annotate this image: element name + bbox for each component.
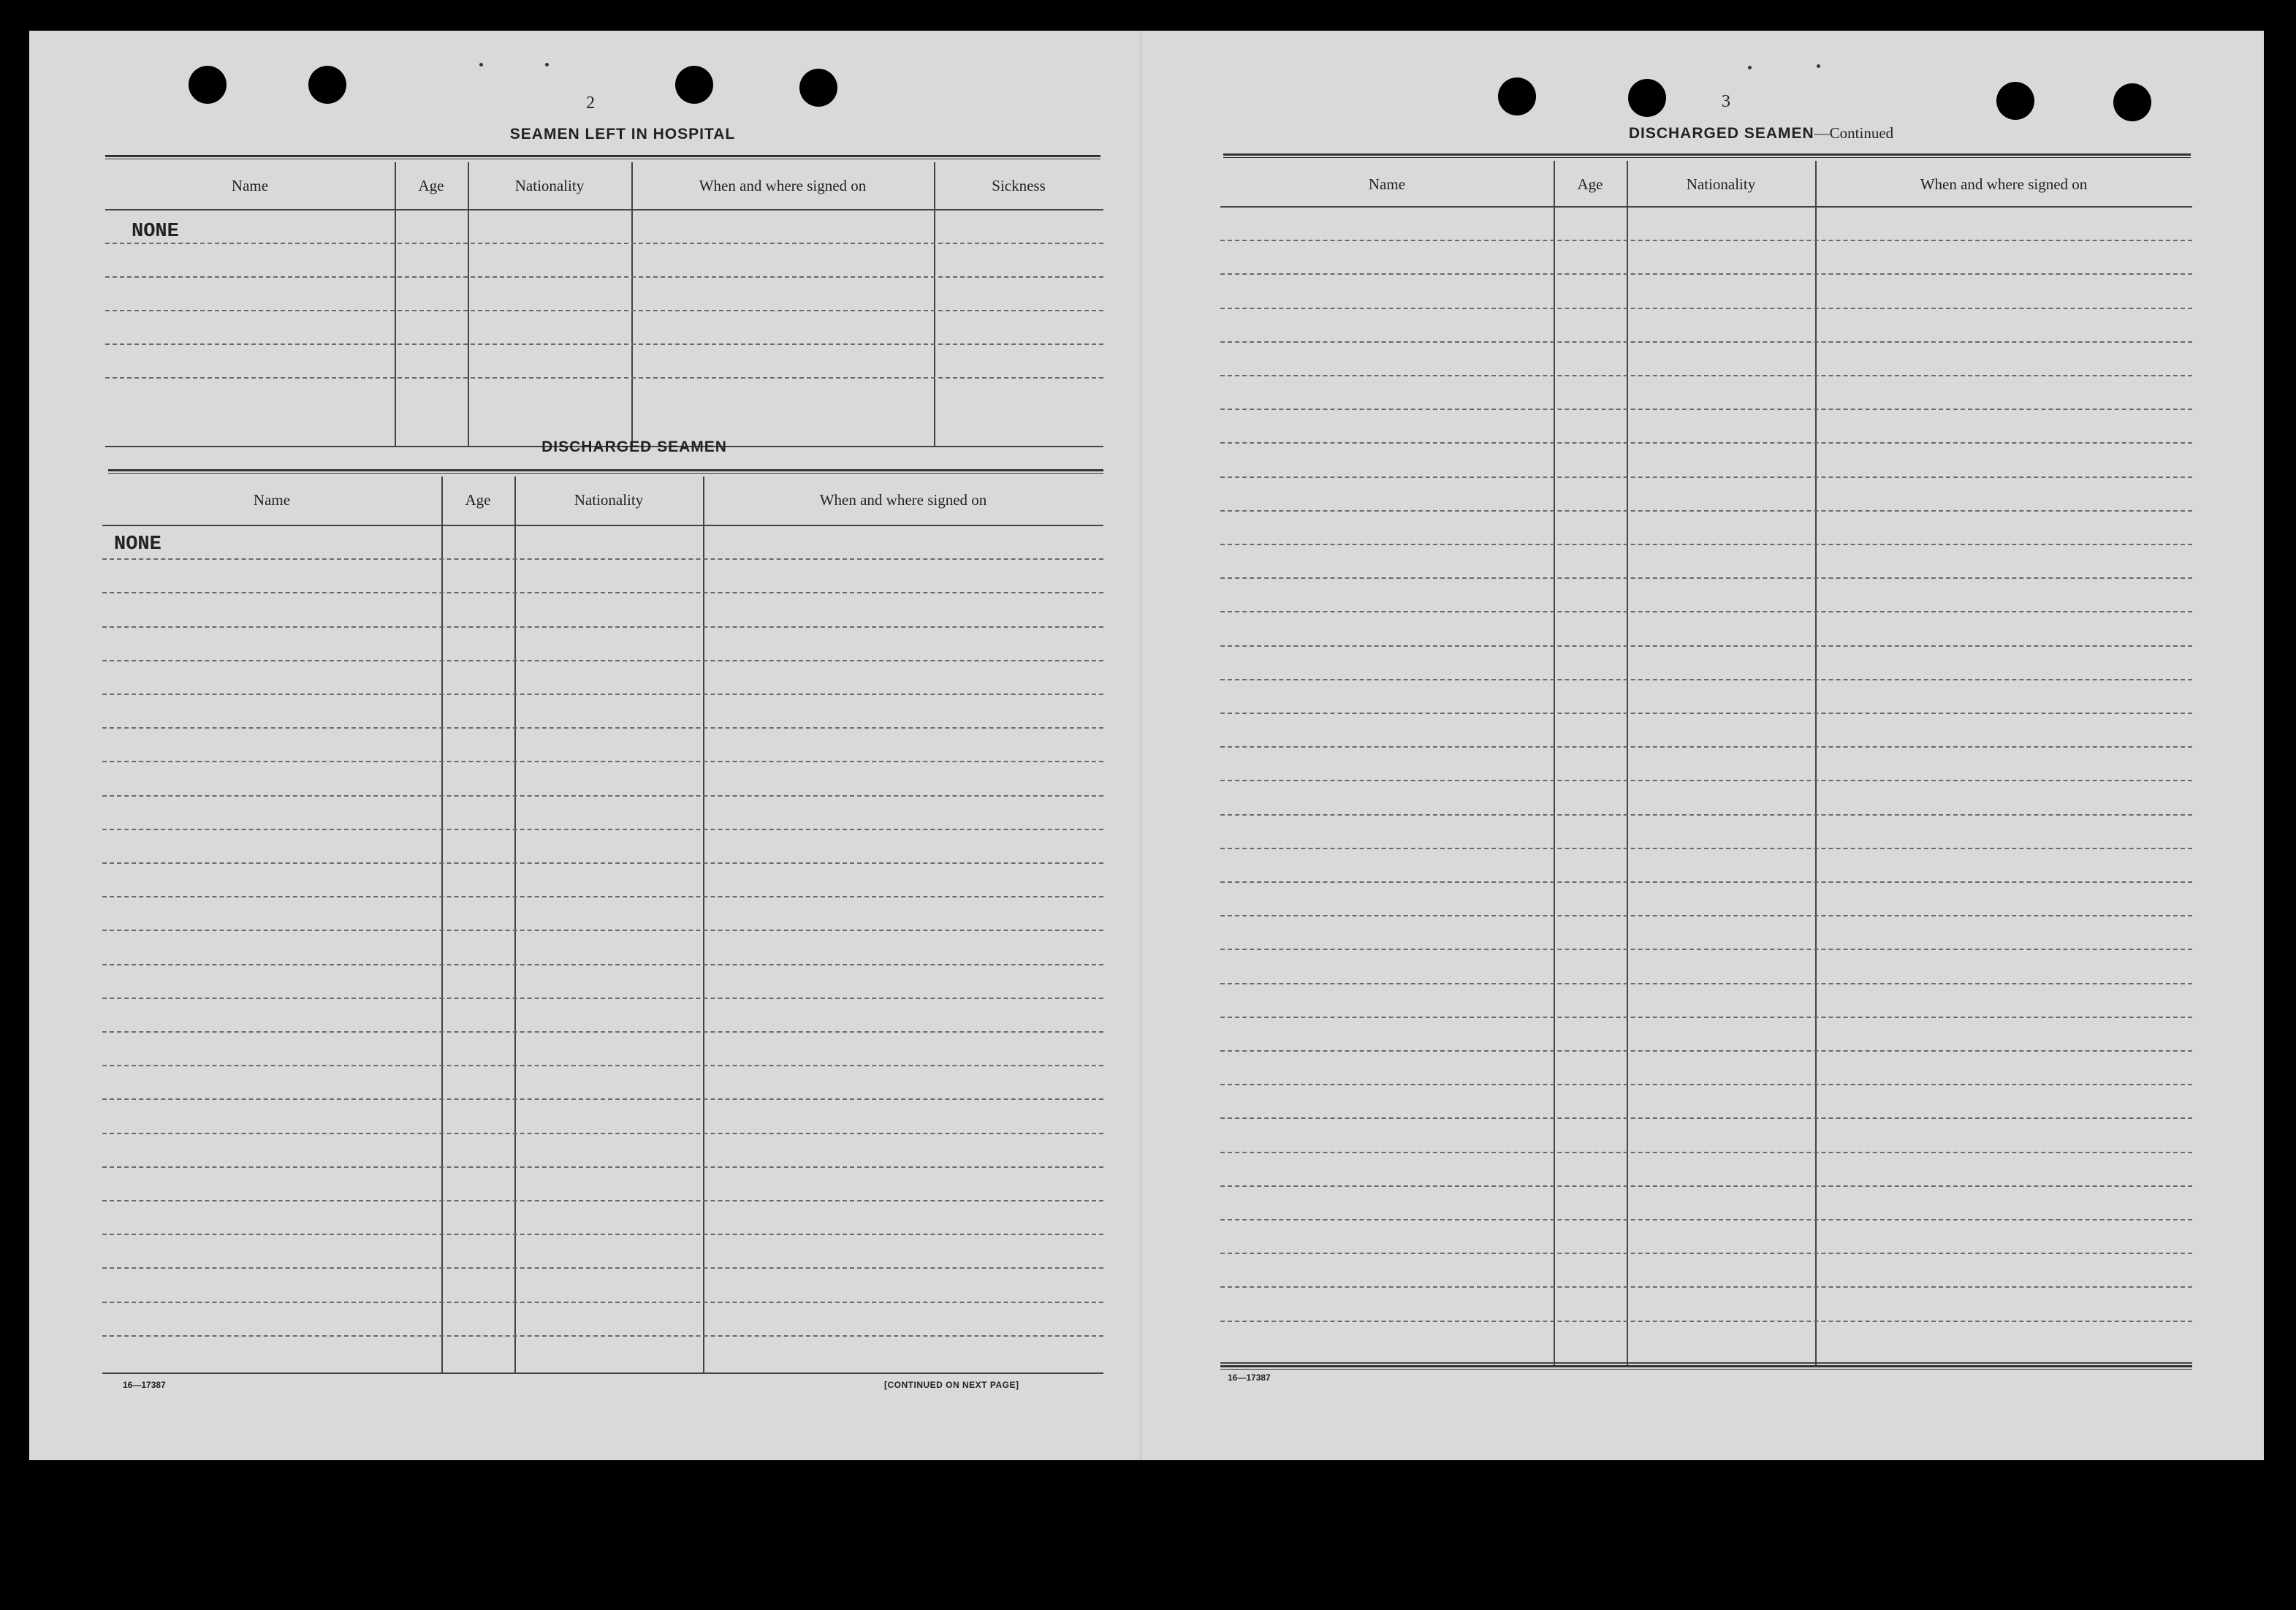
table-row xyxy=(102,1200,1103,1201)
column-header-signed-on: When and where signed on xyxy=(699,177,867,194)
table-row xyxy=(1220,915,2192,916)
table-row xyxy=(1220,1117,2192,1119)
table-row xyxy=(102,1234,1103,1235)
table-row xyxy=(105,343,1103,345)
table-row xyxy=(1220,983,2192,984)
table-row xyxy=(1220,341,2192,343)
table-row xyxy=(1220,746,2192,748)
table-row xyxy=(1220,510,2192,512)
page-number: 3 xyxy=(1722,92,1730,111)
table-row xyxy=(1220,1286,2192,1288)
column-header-nationality: Nationality xyxy=(574,491,644,509)
table-row xyxy=(1220,713,2192,714)
table-row xyxy=(1220,442,2192,444)
column-divider xyxy=(441,476,443,1374)
column-header-nationality: Nationality xyxy=(1686,175,1756,193)
table-row xyxy=(1220,679,2192,680)
hospital-entry-name: NONE xyxy=(132,221,179,243)
table-row xyxy=(102,660,1103,661)
table-row xyxy=(1220,611,2192,612)
discharged-section-title: DISCHARGED SEAMEN xyxy=(541,438,727,455)
discharged-entry-name: NONE xyxy=(114,533,161,555)
column-header-age: Age xyxy=(1577,175,1603,193)
table-row xyxy=(102,592,1103,593)
header-divider xyxy=(102,525,1103,526)
table-row xyxy=(1220,577,2192,579)
table-row xyxy=(102,930,1103,931)
column-header-name: Name xyxy=(231,177,269,194)
column-header-name: Name xyxy=(1368,175,1406,193)
table-row xyxy=(1220,273,2192,275)
table-row xyxy=(1220,1321,2192,1322)
title-rule xyxy=(1223,153,2191,158)
speck xyxy=(545,63,549,67)
section-title-text: DISCHARGED SEAMEN xyxy=(1628,125,1814,142)
table-bottom-rule xyxy=(1220,1362,2192,1364)
discharged-continued-title xyxy=(1396,124,2126,143)
table-row xyxy=(1220,476,2192,478)
title-rule xyxy=(108,469,1103,474)
column-header-nationality: Nationality xyxy=(514,177,585,194)
table-row xyxy=(1220,645,2192,647)
punch-hole-icon xyxy=(189,66,227,104)
table-bottom-rule xyxy=(102,1372,1103,1374)
table-row xyxy=(105,243,1103,244)
column-divider xyxy=(934,162,935,447)
table-row xyxy=(102,1031,1103,1033)
table-row xyxy=(1220,881,2192,883)
table-row xyxy=(1220,1253,2192,1254)
table-row xyxy=(102,1335,1103,1337)
header-divider xyxy=(1220,206,2192,208)
table-row xyxy=(102,694,1103,695)
table-row xyxy=(102,1302,1103,1303)
speck xyxy=(1817,64,1820,68)
table-row xyxy=(1220,1219,2192,1220)
punch-hole-icon xyxy=(675,66,713,104)
table-row xyxy=(102,998,1103,999)
form-number: 16—17387 xyxy=(123,1380,166,1390)
punch-hole-icon xyxy=(1628,79,1666,117)
table-row xyxy=(1220,780,2192,781)
table-row xyxy=(1220,240,2192,241)
speck xyxy=(1748,66,1752,69)
table-row xyxy=(1220,409,2192,410)
scanned-document xyxy=(29,31,2264,1460)
discharged-ledger-table xyxy=(102,476,1103,1374)
punch-hole-icon xyxy=(1498,77,1536,115)
column-divider xyxy=(514,476,516,1374)
table-row xyxy=(102,1065,1103,1066)
table-row xyxy=(102,558,1103,560)
column-divider xyxy=(703,476,704,1374)
table-row xyxy=(102,626,1103,628)
table-row xyxy=(102,1166,1103,1168)
column-header-signed-on: When and where signed on xyxy=(819,491,987,509)
punch-hole-icon xyxy=(1996,82,2034,120)
column-divider xyxy=(468,162,469,447)
right-page xyxy=(1140,31,2264,1460)
table-row xyxy=(102,795,1103,797)
table-row xyxy=(102,761,1103,762)
punch-hole-icon xyxy=(2113,83,2151,121)
table-row xyxy=(1220,814,2192,816)
column-divider xyxy=(395,162,396,447)
table-row xyxy=(105,377,1103,379)
hospital-section-title: SEAMEN LEFT IN HOSPITAL xyxy=(509,126,736,143)
table-row xyxy=(1220,1017,2192,1018)
continued-note: [CONTINUED ON NEXT PAGE] xyxy=(884,1380,1019,1390)
speck xyxy=(479,63,483,67)
column-divider xyxy=(631,162,633,447)
table-row xyxy=(1220,308,2192,309)
table-row xyxy=(1220,1050,2192,1052)
table-row xyxy=(1220,1185,2192,1187)
form-number: 16—17387 xyxy=(1228,1372,1271,1383)
table-row xyxy=(1220,949,2192,950)
punch-hole-icon xyxy=(308,66,346,104)
punch-hole-icon xyxy=(799,69,837,107)
title-rule xyxy=(105,155,1101,159)
table-row xyxy=(102,862,1103,864)
table-row xyxy=(105,276,1103,278)
column-header-age: Age xyxy=(465,491,491,509)
table-row xyxy=(102,1098,1103,1100)
bottom-rule xyxy=(1220,1365,2192,1370)
table-row xyxy=(102,1133,1103,1134)
table-row xyxy=(105,310,1103,311)
table-row xyxy=(1220,375,2192,376)
table-row xyxy=(1220,1152,2192,1153)
table-row xyxy=(102,829,1103,830)
column-header-signed-on: When and where signed on xyxy=(1920,175,2088,193)
table-row xyxy=(1220,848,2192,849)
section-title-suffix: —Continued xyxy=(1814,124,1894,142)
table-row xyxy=(102,1267,1103,1269)
table-row xyxy=(102,964,1103,965)
left-page xyxy=(29,31,1140,1460)
header-divider xyxy=(105,209,1103,210)
hospital-ledger-table xyxy=(105,162,1103,447)
page-number: 2 xyxy=(586,94,595,113)
table-row xyxy=(1220,1084,2192,1085)
column-header-sickness: Sickness xyxy=(992,177,1046,194)
table-row xyxy=(1220,544,2192,545)
column-header-name: Name xyxy=(253,491,291,509)
column-header-age: Age xyxy=(418,177,444,194)
discharged-continued-ledger-table xyxy=(1220,161,2192,1365)
table-row xyxy=(102,896,1103,897)
table-row xyxy=(102,727,1103,729)
